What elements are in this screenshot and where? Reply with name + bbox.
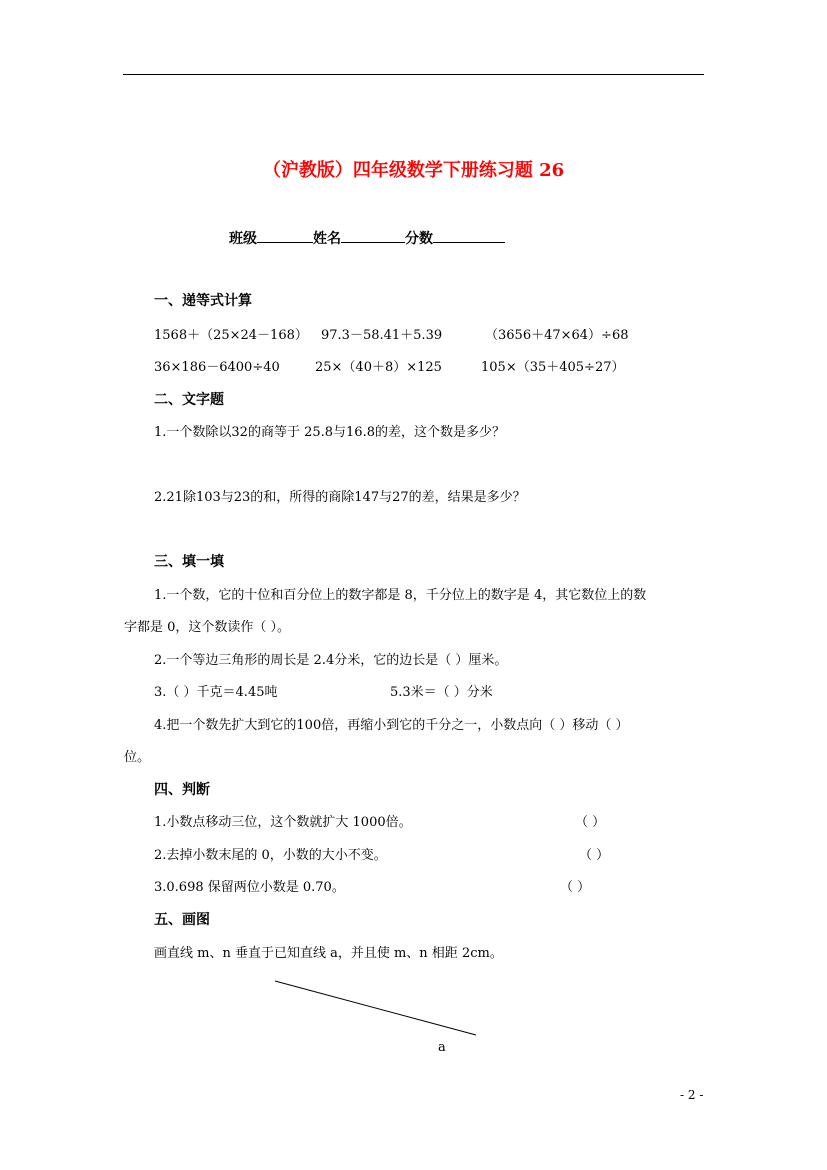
header-rule: [123, 74, 704, 75]
score-blank[interactable]: [433, 228, 505, 243]
expr-3: （3656＋47×64）÷68: [485, 328, 629, 343]
section-1-heading: 一、递等式计算: [154, 293, 252, 309]
page-title: （沪教版）四年级数学下册练习题 26: [262, 160, 565, 181]
fill-q3b: 5.3米＝（ ）分米: [390, 685, 493, 700]
fill-q4-line1: 4.把一个数先扩大到它的100倍，再缩小到它的千分之一，小数点向（ ）移动（ ）: [154, 718, 629, 733]
fill-q1-line2: 字都是 0，这个数读作（ ）。: [124, 620, 291, 635]
student-info-line: [229, 228, 505, 248]
judge-q1-paren: （ ）: [575, 815, 606, 830]
class-blank[interactable]: [257, 228, 313, 243]
fill-q2: 2.一个等边三角形的周长是 2.4分米，它的边长是（ ）厘米。: [154, 653, 508, 668]
name-label: 姓名: [313, 231, 341, 247]
judge-q3-paren: （ ）: [560, 880, 591, 895]
section-3-heading: 三、填一填: [154, 554, 224, 570]
section-2-heading: 二、文字题: [154, 392, 224, 408]
drawing-instruction: 画直线 m、n 垂直于已知直线 a，并且使 m、n 相距 2cm。: [154, 946, 503, 961]
line-a-label: a: [438, 1040, 446, 1055]
judge-q3: 3.0.698 保留两位小数是 0.70。: [154, 880, 345, 895]
fill-q1-line1: 1.一个数，它的十位和百分位上的数字都是 8，千分位上的数字是 4，其它数位上的数: [154, 588, 647, 603]
section-5-heading: 五、画图: [154, 912, 210, 928]
section-4-heading: 四、判断: [154, 782, 210, 798]
given-line-a: [275, 981, 476, 1035]
fill-q4-line2: 位。: [124, 750, 151, 765]
expr-2: 97.3－58.41＋5.39: [321, 328, 443, 343]
expr-4: 36×186－6400÷40: [154, 360, 280, 375]
judge-q1: 1.小数点移动三位，这个数就扩大 1000倍。: [154, 815, 412, 830]
judge-q2-paren: （ ）: [579, 848, 610, 863]
page-number: - 2 -: [680, 1088, 704, 1102]
class-label: 班级: [229, 231, 257, 247]
expr-6: 105×（35＋405÷27）: [481, 360, 625, 375]
word-problem-2: 2.21除103与23的和，所得的商除147与27的差，结果是多少？: [154, 490, 526, 505]
score-label: 分数: [405, 231, 433, 247]
judge-q2: 2.去掉小数末尾的 0，小数的大小不变。: [154, 848, 387, 863]
expr-1: 1568＋（25×24－168）: [154, 328, 308, 343]
fill-q3a: 3.（ ）千克＝4.45吨: [154, 685, 278, 700]
word-problem-1: 1.一个数除以32的商等于 25.8与16.8的差，这个数是多少？: [154, 425, 505, 440]
name-blank[interactable]: [341, 228, 405, 243]
expr-5: 25×（40＋8）×125: [315, 360, 442, 375]
